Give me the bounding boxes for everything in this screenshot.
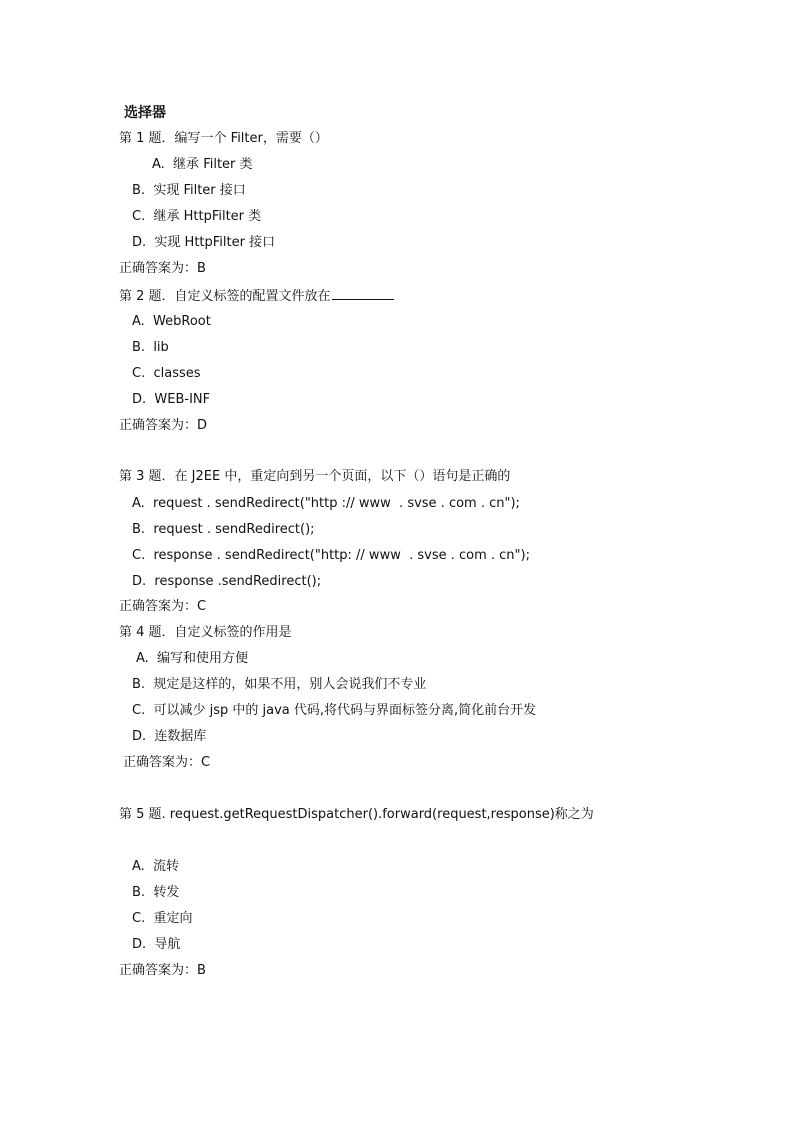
question-2-stem: 第 2 题．自定义标签的配置文件放在 bbox=[119, 289, 331, 304]
question-3-option-d: D. response .sendRedirect(); bbox=[132, 574, 322, 589]
question-1-stem: 第 1 题．编写一个 Filter，需要（） bbox=[119, 131, 328, 146]
question-3-answer: 正确答案为：C bbox=[119, 599, 207, 614]
question-5-stem: 第 5 题. request.getRequestDispatcher().forward(request,response)称之为 bbox=[119, 807, 594, 822]
question-3-stem: 第 3 题．在 J2EE 中，重定向到另一个页面，以下（）语句是正确的 bbox=[119, 469, 511, 484]
question-1-option-b: B. 实现 Filter 接口 bbox=[132, 183, 246, 198]
question-5-option-d: D. 导航 bbox=[132, 937, 181, 952]
question-1-answer: 正确答案为：B bbox=[119, 261, 206, 276]
question-2-option-b: B. lib bbox=[132, 340, 169, 355]
question-1-option-d: D. 实现 HttpFilter 接口 bbox=[132, 235, 276, 250]
question-3-option-a: A. request . sendRedirect("http :// www . svse . com . cn"); bbox=[132, 496, 520, 511]
question-4-stem: 第 4 题．自定义标签的作用是 bbox=[119, 625, 292, 640]
question-3-option-c: C. response . sendRedirect("http: // www . svse . com . cn"); bbox=[132, 548, 530, 563]
question-2-option-c: C. classes bbox=[132, 366, 201, 381]
question-5-option-a: A. 流转 bbox=[132, 859, 180, 874]
question-1-option-a: A. 继承 Filter 类 bbox=[152, 157, 253, 172]
question-4-option-c: C. 可以减少 jsp 中的 java 代码,将代码与界面标签分离,简化前台开发 bbox=[132, 703, 537, 718]
question-4-option-d: D. 连数据库 bbox=[132, 729, 207, 744]
question-2-option-d: D. WEB-INF bbox=[132, 392, 211, 407]
question-2-answer: 正确答案为：D bbox=[119, 418, 208, 433]
question-4-option-a: A. 编写和使用方便 bbox=[136, 651, 249, 666]
question-5-answer: 正确答案为：B bbox=[119, 963, 206, 978]
question-1-option-c: C. 继承 HttpFilter 类 bbox=[132, 209, 262, 224]
question-3-option-b: B. request . sendRedirect(); bbox=[132, 522, 315, 537]
document-title: 选择器 bbox=[124, 105, 166, 121]
question-2-option-a: A. WebRoot bbox=[132, 314, 211, 329]
question-4-answer: 正确答案为：C bbox=[123, 755, 211, 770]
question-5-option-b: B. 转发 bbox=[132, 885, 180, 900]
answer-blank bbox=[332, 287, 394, 300]
question-2-stem-line bbox=[119, 287, 394, 305]
question-4-option-b: B. 规定是这样的，如果不用，别人会说我们不专业 bbox=[132, 677, 427, 692]
question-5-option-c: C. 重定向 bbox=[132, 911, 193, 926]
